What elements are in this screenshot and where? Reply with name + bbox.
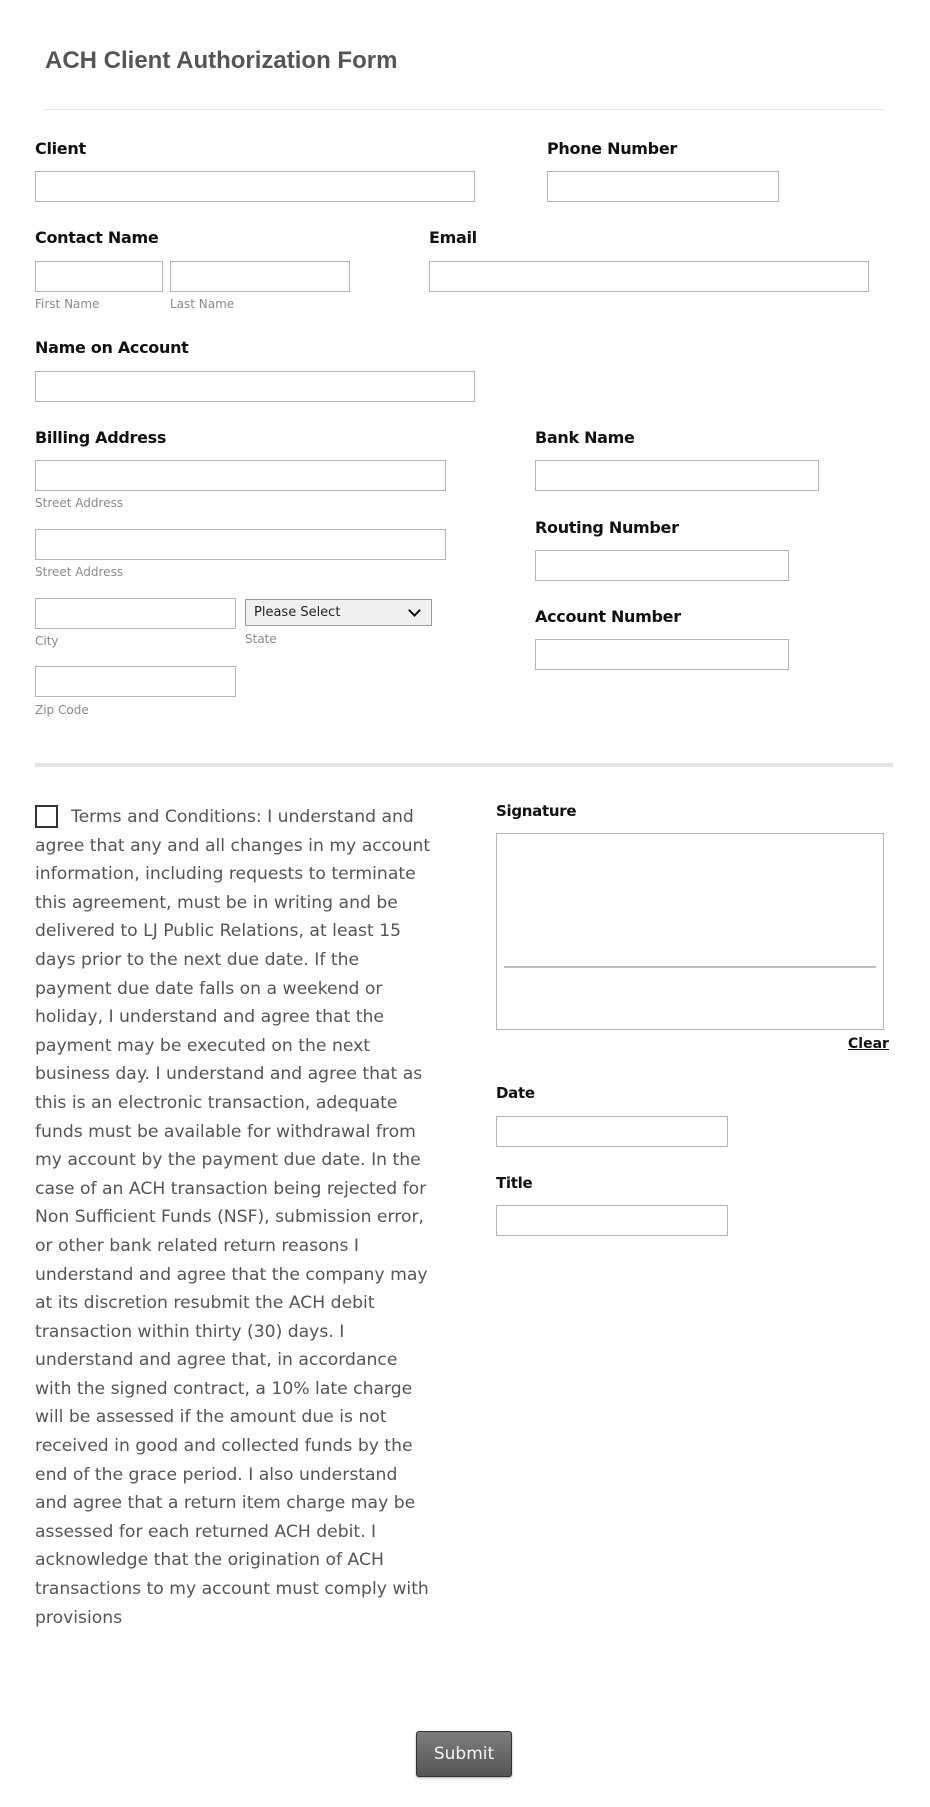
name-on-account-label: Name on Account [35,338,189,357]
account-number-input[interactable] [535,639,789,670]
state-sublabel: State [245,632,277,646]
routing-number-label: Routing Number [535,518,679,537]
street-address-1-sublabel: Street Address [35,496,124,510]
client-input[interactable] [35,171,475,202]
name-on-account-input[interactable] [35,371,475,402]
street-address-2-input[interactable] [35,529,446,560]
email-label: Email [429,228,477,247]
billing-address-label: Billing Address [35,428,167,447]
chevron-down-icon [408,604,421,617]
state-select[interactable] [245,599,432,626]
date-label: Date [496,1084,535,1102]
signature-label: Signature [496,802,577,820]
zip-code-input[interactable] [35,666,236,697]
phone-input[interactable] [547,171,779,202]
city-sublabel: City [35,634,59,648]
email-input[interactable] [429,261,869,292]
clear-signature-link[interactable]: Clear [848,1036,889,1052]
first-name-sublabel: First Name [35,297,100,311]
signature-baseline [504,966,876,968]
client-label: Client [35,139,86,158]
section-divider [35,763,893,767]
state-select-value: Please Select [254,605,341,620]
street-address-2-sublabel: Street Address [35,565,124,579]
date-input[interactable] [496,1116,728,1147]
header-divider [45,109,883,110]
street-address-1-input[interactable] [35,460,446,491]
zip-code-sublabel: Zip Code [35,703,89,717]
contact-name-label: Contact Name [35,228,159,247]
last-name-input[interactable] [170,261,350,292]
bank-name-input[interactable] [535,460,819,491]
city-input[interactable] [35,598,236,629]
first-name-input[interactable] [35,261,163,292]
routing-number-input[interactable] [535,550,789,581]
account-number-label: Account Number [535,607,681,626]
bank-name-label: Bank Name [535,428,635,447]
signature-pad[interactable] [496,833,884,1030]
last-name-sublabel: Last Name [170,297,235,311]
title-input[interactable] [496,1205,728,1236]
page-title: ACH Client Authorization Form [45,47,398,74]
submit-button[interactable]: Submit [416,1731,512,1777]
terms-text: Terms and Conditions: I understand and agree that any and all changes in my account information, including requests to terminate this agreement, must be in writing and be delivered to LJ Public Relations, at least 15 days prior to the next due date. If the payment due date falls on a weekend or holiday, I understand and agree that the payment may be executed on the next business day. I understand and agree that as this is an electronic transaction, adequate funds must be available for withdrawal from my account by the payment due date. In the case of an ACH transaction being rejected for Non Sufficient Funds (NSF), submission error, or other bank related return reasons I understand and agree that the company may at its discretion resubmit the ACH debit transaction within thirty (30) days. I understand and agree that, in accordance with the signed contract, a 10% late charge will be assessed if the amount due is not received in good and collected funds by the end of the grace period. I also understand and agree that a return item charge may be assessed for each returned ACH debit. I acknowledge that the origination of ACH transactions to my account must comply with provisions [35,807,431,1628]
phone-label: Phone Number [547,139,677,158]
title-label: Title [496,1174,533,1192]
